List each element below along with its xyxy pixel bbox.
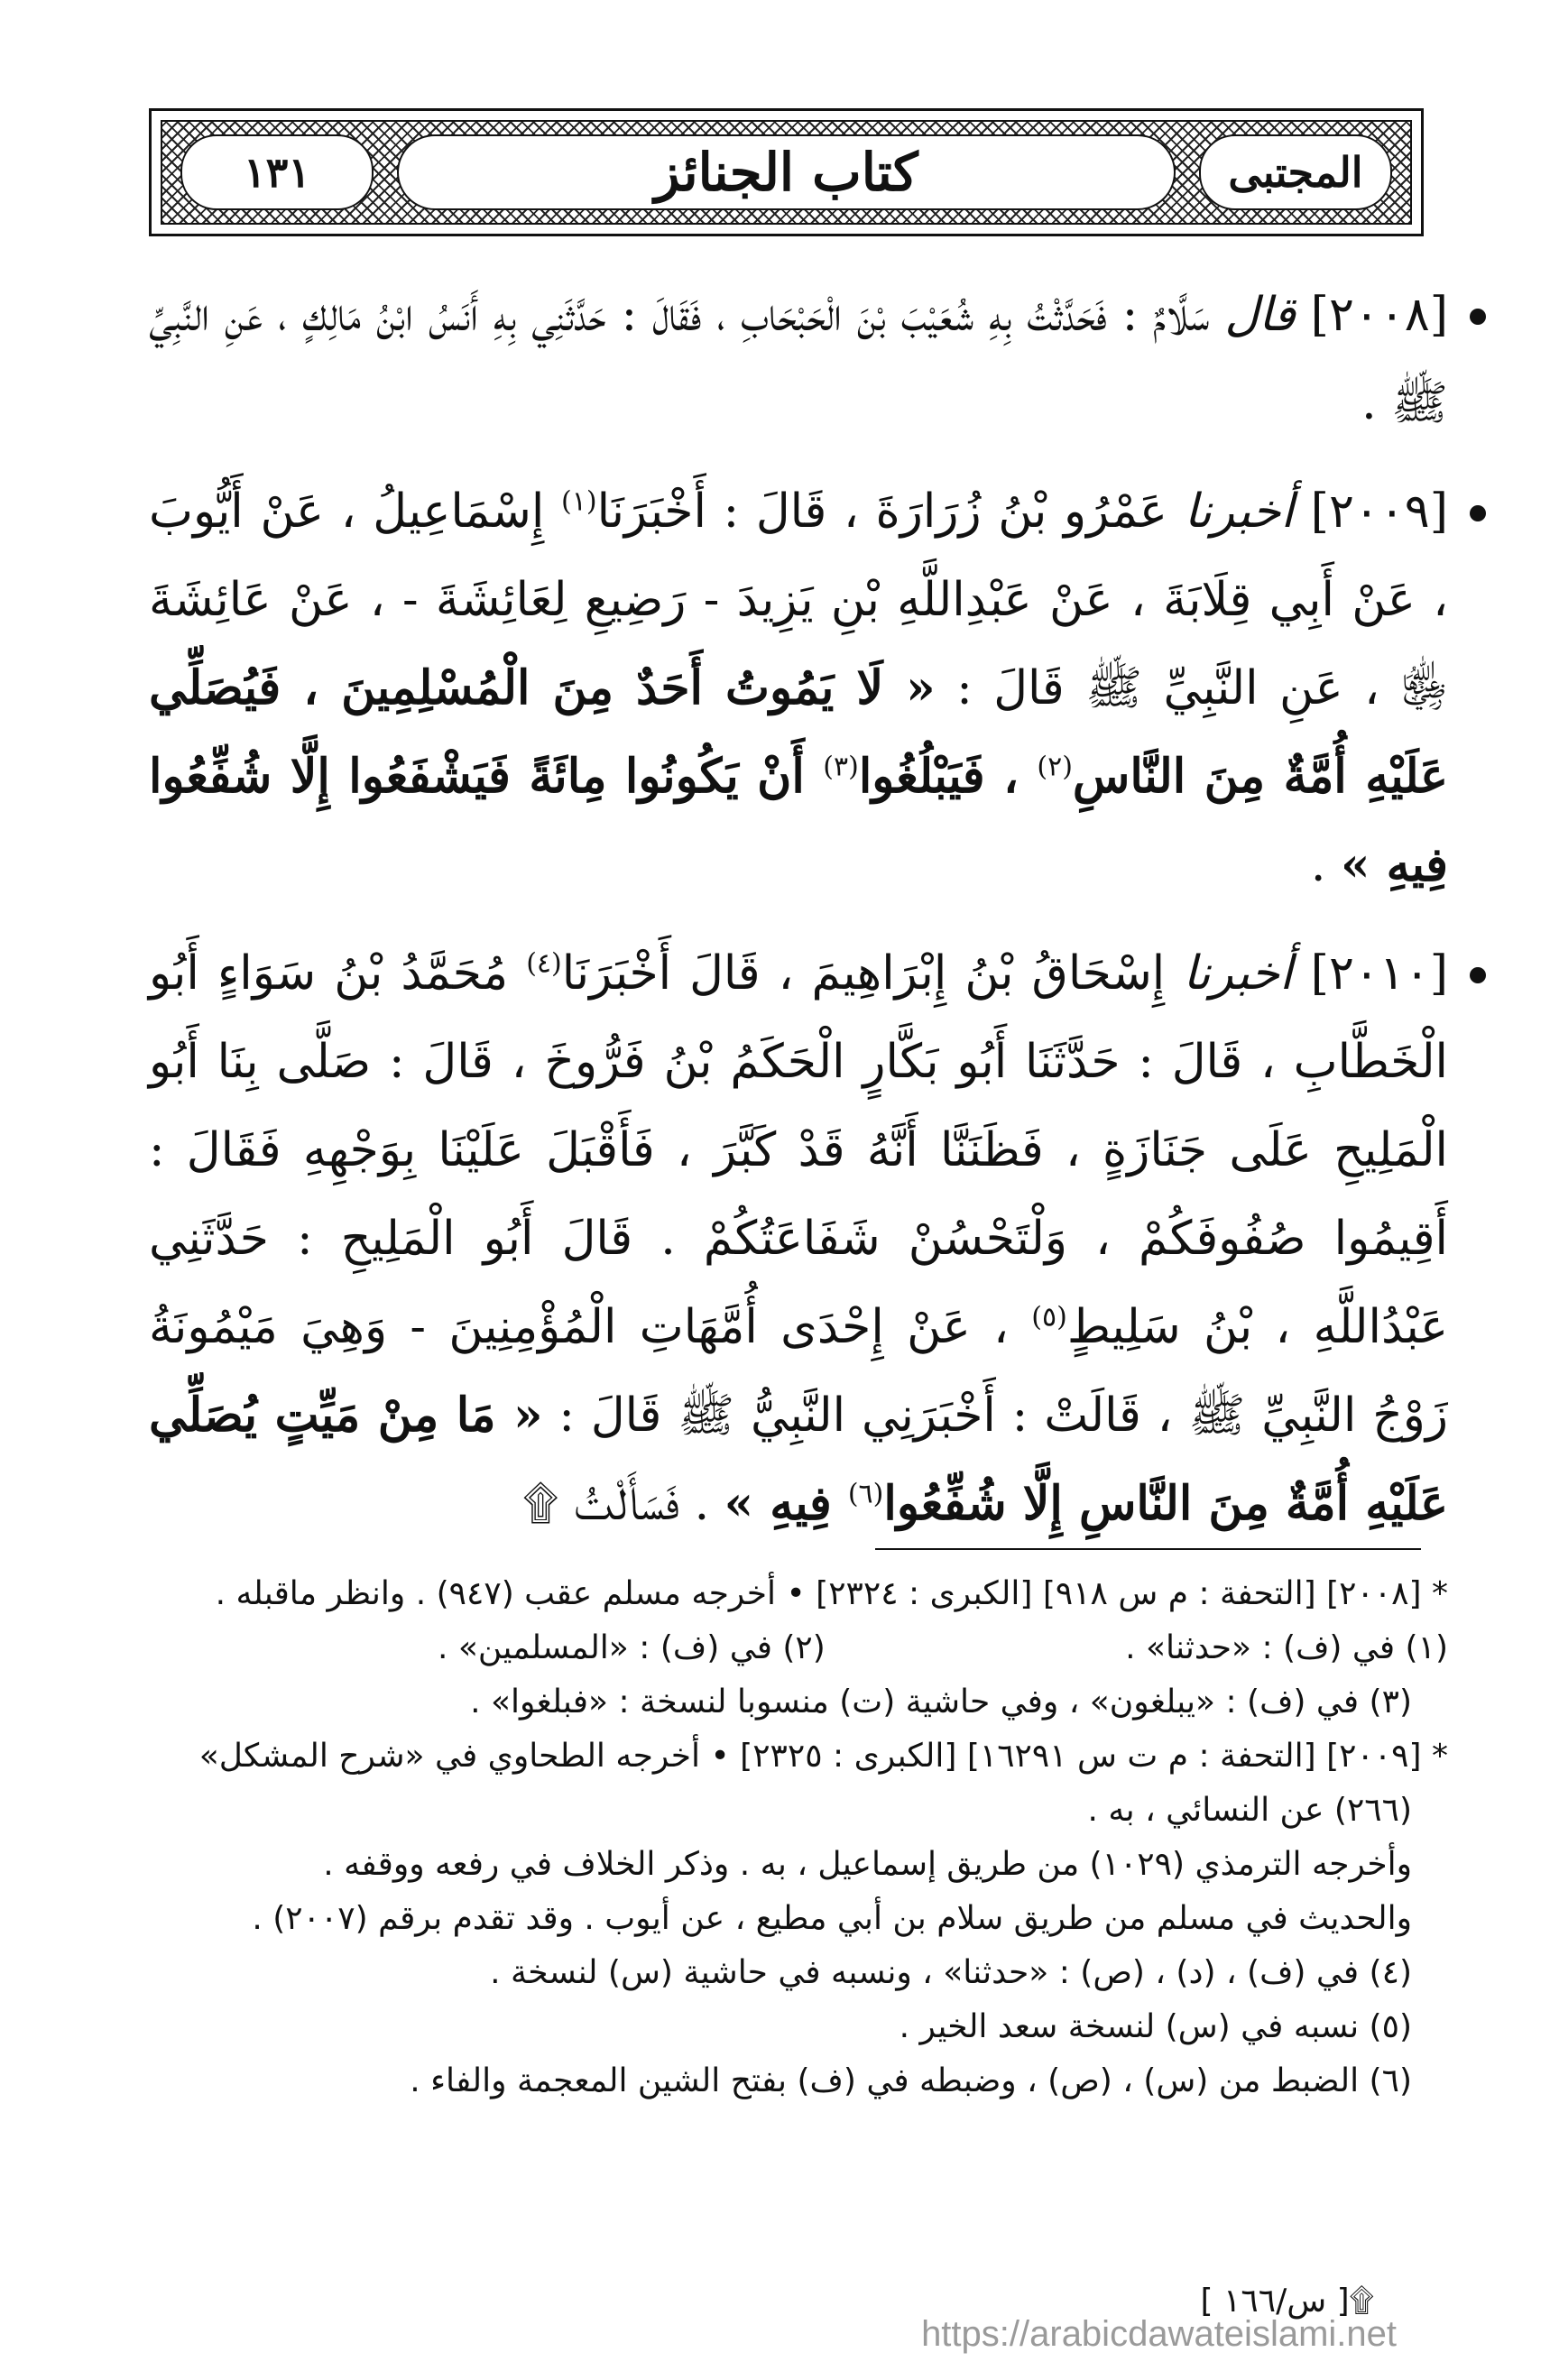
note-2008: * [٢٠٠٨] [التحفة : م س ٩١٨] [الكبرى : ٢٣٢٤] • أخرجه مسلم عقب (٩٤٧) . وانظر ماقبله . bbox=[215, 1575, 1448, 1612]
footnote-1: (١) في (ف) : «حدثنا» . bbox=[1125, 1629, 1448, 1666]
footnote-marker: (٥) bbox=[1031, 1301, 1067, 1333]
chain-word: قال bbox=[1224, 288, 1296, 342]
bullet-icon bbox=[1470, 505, 1486, 521]
narration-text: إِسْمَاعِيلُ ، عَنْ أَيُّوبَ ، عَنْ أَبِي قِلَابَةَ ، عَنْ عَبْدِاللَّهِ بْنِ يَزِيدَ - رَضِيعِ لِعَائِشَةَ - ، عَنْ عَائِشَةَ ﵂ ، عَنِ النَّبِيِّ ﷺ قَالَ : bbox=[149, 484, 1449, 715]
footnote-marker: (٢) bbox=[1037, 751, 1073, 783]
narration-text: عَمْرُو بْنُ زُرَارَةَ ، قَالَ : أَخْبَرَنَا bbox=[596, 484, 1185, 539]
hadith-text: ، فَيَبْلُغُوا bbox=[858, 749, 1038, 804]
footnotes bbox=[149, 1570, 1448, 2111]
hadith-text: « لَا يَمُوتُ أَحَدٌ مِنَ الْمُسْلِمِينَ ، فَيُصَلِّي عَلَيْهِ أُمَّةٌ مِنَ النَّاسِ bbox=[149, 660, 1449, 804]
note-row-1-2 bbox=[149, 1624, 1448, 1673]
footnote-marker: (٣) bbox=[823, 751, 859, 783]
footnote-5: (٥) نسبه في (س) لنسخة سعد الخير . bbox=[899, 2008, 1412, 2045]
narration-text: سَلَّامٌ : فَحَدَّثْتُ بِهِ شُعَيْبَ بْنَ الْحَبْحَابِ ، فَقَالَ : حَدَّثَنِي بِهِ أَنَسُ ابْنُ مَالِكٍ ، عَنِ النَّبِيِّ ﷺ . bbox=[149, 288, 1448, 430]
chain-word: أخبرنا bbox=[1184, 484, 1294, 539]
footnote-4: (٤) في (ف) ، (د) ، (ص) : «حدثنا» ، ونسبه في حاشية (س) لنسخة . bbox=[490, 1954, 1412, 1991]
hadith-number: [٢٠٠٨] bbox=[1295, 288, 1448, 342]
main-text bbox=[149, 271, 1448, 1568]
footnote-separator bbox=[875, 1548, 1421, 1550]
footnote-6: (٦) الضبط من (س) ، (ص) ، وضبطه في (ف) بفتح الشين المعجمة والفاء . bbox=[410, 2062, 1412, 2099]
hadith-number: [٢٠١٠] bbox=[1292, 946, 1448, 1001]
page-number: ١٣١ bbox=[180, 134, 374, 210]
narration-text: . bbox=[1310, 838, 1341, 892]
narration-text: ، عَنْ إِحْدَى أُمَّهَاتِ الْمُؤْمِنِينَ - وَهِيَ مَيْمُونَةُ زَوْجُ النَّبِيِّ ﷺ ، قَالَتْ : أَخْبَرَنِي النَّبِيُّ ﷺ قَالَ : bbox=[149, 1300, 1448, 1443]
book-name: المجتبى bbox=[1199, 134, 1392, 210]
hadith-entry bbox=[149, 271, 1448, 447]
header-ornament bbox=[161, 120, 1412, 225]
note-2009: * [٢٠٠٩] [التحفة : م ت س ١٦٢٩١] [الكبرى : ٢٣٢٥] • أخرجه الطحاوي في «شرح المشكل» bbox=[198, 1738, 1448, 1775]
hadith-text: فِيهِ » bbox=[724, 1476, 848, 1531]
footnote-marker: (١) bbox=[561, 485, 597, 518]
page-reference: ۩[ س/١٦٦ ] bbox=[1200, 2283, 1374, 2320]
hadith-entry bbox=[149, 467, 1448, 909]
narration-text: إِسْحَاقُ بْنُ إِبْرَاهِيمَ ، قَالَ أَخْبَرَنَا bbox=[561, 946, 1184, 1001]
hadith-number: [٢٠٠٩] bbox=[1293, 484, 1448, 539]
footnote-3: (٣) في (ف) : «يبلغون» ، وفي حاشية (ت) منسوبا لنسخة : «فبلغوا» . bbox=[470, 1684, 1412, 1720]
hadith-text: « مَا مِنْ مَيِّتٍ يُصَلِّي عَلَيْهِ أُمَّةٌ مِنَ النَّاسِ إِلَّا شُفِّعُوا bbox=[149, 1388, 1448, 1531]
header-title-cartouche bbox=[397, 134, 1176, 210]
note-2009-cont: (٢٦٦) عن النسائي ، به . bbox=[1087, 1792, 1412, 1829]
hadith-entry bbox=[149, 929, 1448, 1548]
hadith-text: أَنْ يَكُونُوا مِائَةً فَيَشْفَعُوا إِلَّا شُفِّعُوا فِيهِ » bbox=[149, 749, 1448, 892]
chapter-title: كتاب الجنائز bbox=[654, 142, 918, 203]
note-2009-muslim: والحديث في مسلم من طريق سلام بن أبي مطيع ، عن أيوب . وقد تقدم برقم (٢٠٠٧) . bbox=[252, 1900, 1412, 1937]
chain-word: أخبرنا bbox=[1183, 946, 1293, 1001]
footnote-marker: (٤) bbox=[526, 947, 562, 980]
footnote-2: (٢) في (ف) : «المسلمين» . bbox=[438, 1629, 826, 1666]
note-2009-tirmidhi: وأخرجه الترمذي (١٠٢٩) من طريق إسماعيل ، به . وذكر الخلاف في رفعه ووقفه . bbox=[323, 1846, 1412, 1883]
narration-text: مُحَمَّدُ بْنُ سَوَاءٍ أَبُو الْخَطَّابِ ، قَالَ : حَدَّثَنَا أَبُو بَكَّارٍ الْحَكَمُ بْنُ فَرُّوخَ ، قَالَ : صَلَّى بِنَا أَبُو الْمَلِيحِ عَلَى جَنَازَةٍ ، فَظَنَنَّا أَنَّهُ قَدْ كَبَّرَ ، فَأَقْبَلَ عَلَيْنَا بِوَجْهِهِ فَقَالَ : أَقِيمُوا صُفُوفَكُمْ ، وَلْتَحْسُنْ شَفَاعَتُكُمْ . قَالَ أَبُو الْمَلِيحِ : حَدَّثَنِي عَبْدُاللَّهِ ، بْنُ سَلِيطٍ bbox=[149, 946, 1448, 1354]
narration-text: . فَسَأَلْتُ ۩ bbox=[522, 1477, 724, 1531]
page-header bbox=[149, 108, 1424, 236]
footnote-marker: (٦) bbox=[847, 1478, 884, 1510]
bullet-icon bbox=[1470, 309, 1486, 325]
watermark-url: https://arabicdawateislami.net bbox=[921, 2314, 1397, 2354]
bullet-icon bbox=[1470, 967, 1486, 983]
